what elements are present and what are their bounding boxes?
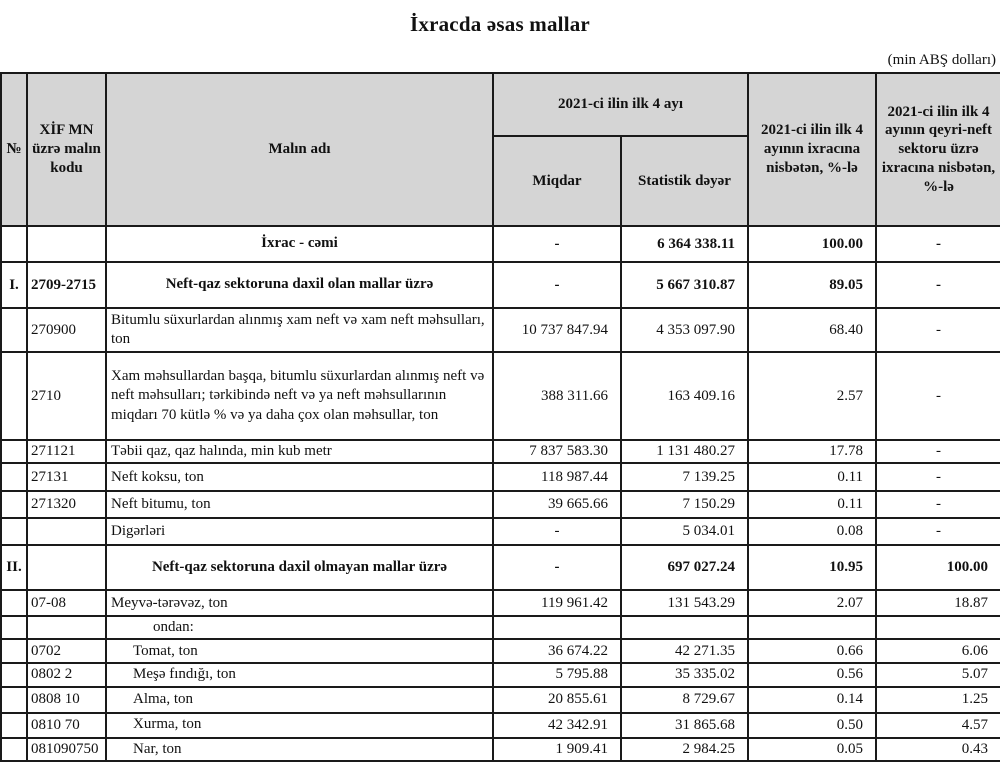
cell-miqdar: 118 987.44 [493, 463, 621, 491]
cell-miqdar: - [493, 262, 621, 308]
cell-no [1, 590, 27, 616]
cell-stat-value: 5 667 310.87 [621, 262, 748, 308]
cell-code [27, 518, 106, 545]
cell-stat-value: 42 271.35 [621, 639, 748, 663]
table-row [1, 440, 1000, 463]
header-name: Malın adı [106, 73, 493, 226]
cell-name: Xurma, ton [106, 713, 493, 738]
cell-pct-export: 0.08 [748, 518, 876, 545]
cell-stat-value: 4 353 097.90 [621, 308, 748, 352]
cell-pct-nonoil: - [876, 308, 1000, 352]
table-header [1, 73, 1000, 226]
cell-pct-export: 0.11 [748, 491, 876, 518]
cell-miqdar: 7 837 583.30 [493, 440, 621, 463]
cell-name: Xam məhsullardan başqa, bitumlu süxurlardan alınmış neft və neft məhsulları; tərkibində neft və ya neft məhsullarının miqdarı 70 kütlə % və ya daha çox olan məhsullar, ton [106, 352, 493, 440]
exports-table [0, 72, 1000, 762]
cell-name: Təbii qaz, qaz halında, min kub metr [106, 440, 493, 463]
cell-name: Meşə fındığı, ton [106, 663, 493, 686]
table-row [1, 639, 1000, 663]
table-row [1, 687, 1000, 713]
cell-code: 0808 10 [27, 687, 106, 713]
cell-no: I. [1, 262, 27, 308]
cell-name: Tomat, ton [106, 639, 493, 663]
cell-stat-value [621, 616, 748, 639]
cell-code: 07-08 [27, 590, 106, 616]
cell-code [27, 616, 106, 639]
cell-miqdar: 39 665.66 [493, 491, 621, 518]
cell-stat-value: 697 027.24 [621, 545, 748, 590]
cell-pct-nonoil: - [876, 491, 1000, 518]
cell-code: 271121 [27, 440, 106, 463]
header-pct-nonoil: 2021-ci ilin ilk 4 ayının qeyri-neft sektoru üzrə ixracına nisbətən, %-lə [876, 73, 1000, 226]
cell-code: 270900 [27, 308, 106, 352]
page-title: İxracda əsas mallar [410, 12, 590, 36]
cell-pct-export [748, 616, 876, 639]
cell-pct-export: 0.66 [748, 639, 876, 663]
cell-miqdar: 119 961.42 [493, 590, 621, 616]
table-row [1, 463, 1000, 491]
cell-code: 2710 [27, 352, 106, 440]
cell-code: 0702 [27, 639, 106, 663]
cell-name: Bitumlu süxurlardan alınmış xam neft və xam neft məhsulları, ton [106, 308, 493, 352]
cell-no: II. [1, 545, 27, 590]
cell-miqdar: 5 795.88 [493, 663, 621, 686]
cell-pct-nonoil [876, 616, 1000, 639]
cell-code: 2709-2715 [27, 262, 106, 308]
cell-no [1, 713, 27, 738]
cell-pct-nonoil: - [876, 440, 1000, 463]
table-row [1, 352, 1000, 440]
cell-pct-nonoil: - [876, 463, 1000, 491]
table-row [1, 738, 1000, 761]
header-stat-deyer: Statistik dəyər [621, 136, 748, 226]
cell-stat-value: 8 729.67 [621, 687, 748, 713]
cell-miqdar: 10 737 847.94 [493, 308, 621, 352]
cell-miqdar: - [493, 226, 621, 262]
cell-no [1, 738, 27, 761]
cell-stat-value: 131 543.29 [621, 590, 748, 616]
cell-code: 271320 [27, 491, 106, 518]
cell-stat-value: 6 364 338.11 [621, 226, 748, 262]
table-row [1, 616, 1000, 639]
cell-pct-nonoil: 1.25 [876, 687, 1000, 713]
cell-pct-nonoil: 100.00 [876, 545, 1000, 590]
cell-name: Meyvə-tərəvəz, ton [106, 590, 493, 616]
cell-miqdar: 1 909.41 [493, 738, 621, 761]
cell-stat-value: 1 131 480.27 [621, 440, 748, 463]
cell-pct-export: 2.57 [748, 352, 876, 440]
cell-stat-value: 35 335.02 [621, 663, 748, 686]
cell-no [1, 491, 27, 518]
cell-pct-export: 0.05 [748, 738, 876, 761]
table-row [1, 713, 1000, 738]
header-pct-export: 2021-ci ilin ilk 4 ayının ixracına nisbətən, %-lə [748, 73, 876, 226]
cell-pct-nonoil: - [876, 352, 1000, 440]
cell-pct-nonoil: 4.57 [876, 713, 1000, 738]
table-row [1, 590, 1000, 616]
cell-pct-export: 0.14 [748, 687, 876, 713]
cell-stat-value: 2 984.25 [621, 738, 748, 761]
cell-code: 081090750 [27, 738, 106, 761]
cell-pct-nonoil: - [876, 262, 1000, 308]
cell-stat-value: 163 409.16 [621, 352, 748, 440]
cell-pct-export: 100.00 [748, 226, 876, 262]
cell-name: Alma, ton [106, 687, 493, 713]
header-group-2021: 2021-ci ilin ilk 4 ayı [493, 73, 748, 136]
cell-pct-export: 2.07 [748, 590, 876, 616]
table-body [1, 226, 1000, 761]
cell-pct-nonoil: 18.87 [876, 590, 1000, 616]
cell-pct-export: 0.56 [748, 663, 876, 686]
cell-miqdar: 20 855.61 [493, 687, 621, 713]
header-no: № [1, 73, 27, 226]
cell-no [1, 639, 27, 663]
currency-unit-note: (min ABŞ dolları) [887, 52, 996, 68]
cell-no [1, 226, 27, 262]
cell-name: Neft-qaz sektoruna daxil olmayan mallar üzrə [106, 545, 493, 590]
cell-stat-value: 5 034.01 [621, 518, 748, 545]
cell-no [1, 440, 27, 463]
cell-miqdar: 388 311.66 [493, 352, 621, 440]
cell-code [27, 226, 106, 262]
cell-name: Nar, ton [106, 738, 493, 761]
cell-pct-nonoil: 0.43 [876, 738, 1000, 761]
cell-stat-value: 7 139.25 [621, 463, 748, 491]
cell-name: Neft bitumu, ton [106, 491, 493, 518]
table-row [1, 518, 1000, 545]
cell-pct-export: 0.11 [748, 463, 876, 491]
cell-name: ondan: [106, 616, 493, 639]
table-row [1, 545, 1000, 590]
header-row-top [1, 73, 1000, 136]
cell-code: 0810 70 [27, 713, 106, 738]
cell-name: İxrac - cəmi [106, 226, 493, 262]
cell-pct-nonoil: 5.07 [876, 663, 1000, 686]
cell-no [1, 616, 27, 639]
table-row [1, 262, 1000, 308]
header-code: XİF MN üzrə malın kodu [27, 73, 106, 226]
cell-miqdar [493, 616, 621, 639]
cell-name: Neft-qaz sektoruna daxil olan mallar üzrə [106, 262, 493, 308]
table-row [1, 663, 1000, 686]
cell-code [27, 545, 106, 590]
cell-no [1, 518, 27, 545]
cell-miqdar: - [493, 545, 621, 590]
cell-stat-value: 7 150.29 [621, 491, 748, 518]
cell-pct-nonoil: 6.06 [876, 639, 1000, 663]
cell-stat-value: 31 865.68 [621, 713, 748, 738]
cell-no [1, 352, 27, 440]
table-row [1, 491, 1000, 518]
cell-pct-export: 10.95 [748, 545, 876, 590]
cell-name: Neft koksu, ton [106, 463, 493, 491]
table-row [1, 226, 1000, 262]
cell-code: 0802 2 [27, 663, 106, 686]
cell-miqdar: 42 342.91 [493, 713, 621, 738]
cell-name: Digərləri [106, 518, 493, 545]
cell-miqdar: 36 674.22 [493, 639, 621, 663]
header-miqdar: Miqdar [493, 136, 621, 226]
cell-pct-nonoil: - [876, 226, 1000, 262]
cell-pct-export: 17.78 [748, 440, 876, 463]
cell-pct-export: 68.40 [748, 308, 876, 352]
cell-no [1, 308, 27, 352]
cell-no [1, 687, 27, 713]
cell-miqdar: - [493, 518, 621, 545]
cell-no [1, 463, 27, 491]
cell-code: 27131 [27, 463, 106, 491]
cell-pct-export: 0.50 [748, 713, 876, 738]
cell-pct-export: 89.05 [748, 262, 876, 308]
cell-pct-nonoil: - [876, 518, 1000, 545]
cell-no [1, 663, 27, 686]
table-row [1, 308, 1000, 352]
